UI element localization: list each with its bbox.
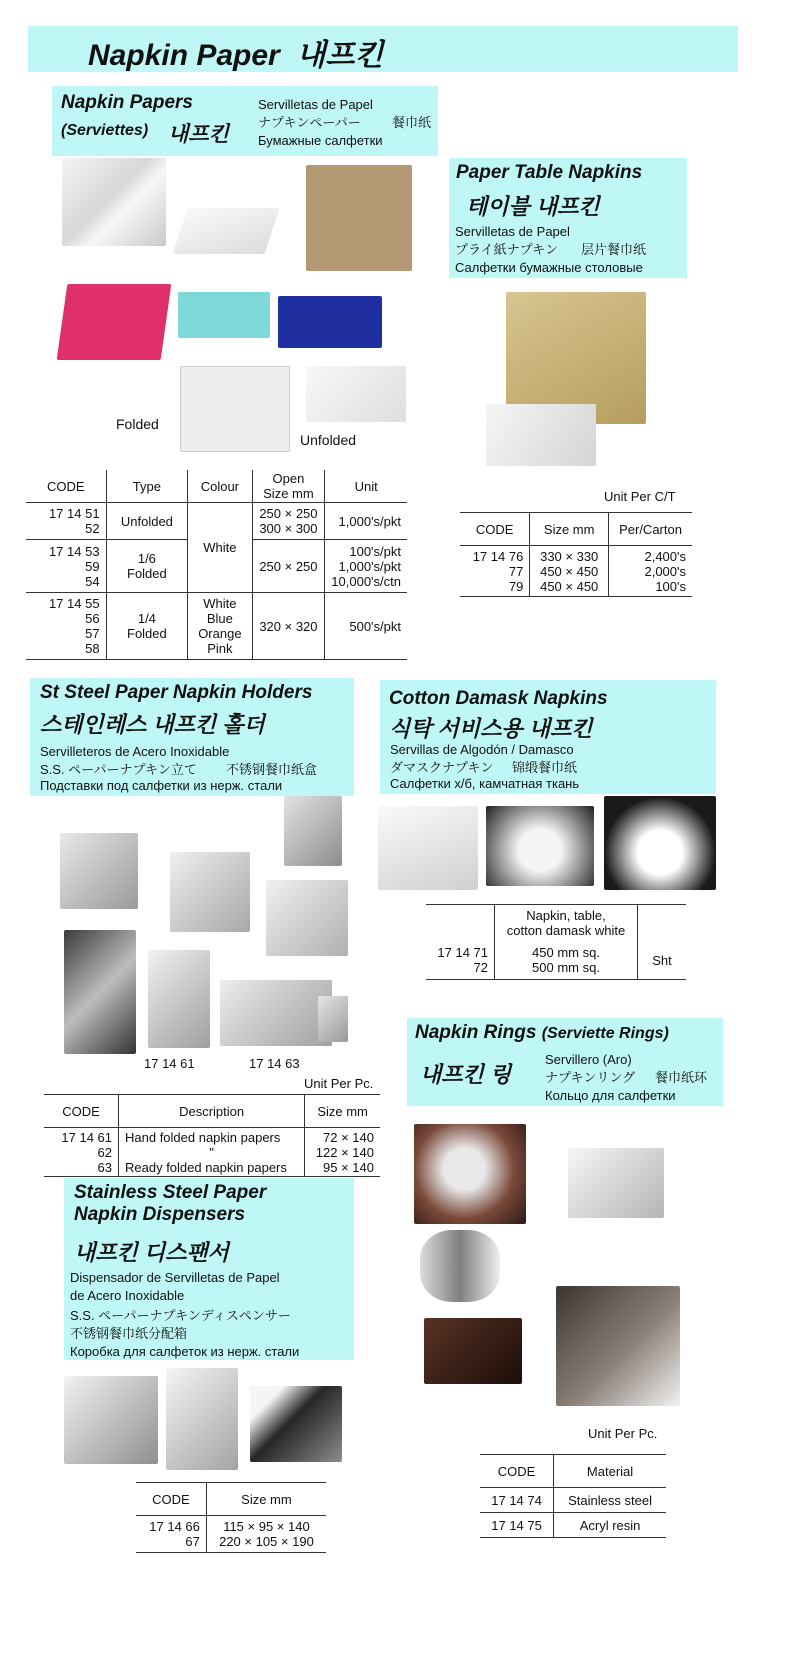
aqua-napkins-photo xyxy=(178,292,270,338)
rings-title-en2: (Serviette Rings) xyxy=(541,1025,669,1042)
table-cell: White xyxy=(188,503,252,593)
col-code: CODE xyxy=(47,478,85,494)
napkin-papers-jp: ナプキンペーパー xyxy=(258,115,361,130)
table-cell: 115 × 95 × 140 220 × 105 × 190 xyxy=(206,1516,326,1553)
holder-171463-photo xyxy=(220,980,332,1046)
rings-ru: Кольцо для салфетки xyxy=(545,1088,676,1103)
table-cell: Sht xyxy=(638,941,687,980)
dispensers-ru: Коробка для салфеток из нерж. стали xyxy=(70,1344,300,1359)
damask-es: Servillas de Algodón / Damasco xyxy=(390,742,574,757)
dispensers-jp: S.S. ペーパーナプキンディスペンサー xyxy=(70,1308,291,1323)
folded-napkin-photo xyxy=(180,366,290,452)
table-cell: 450 mm sq. 500 mm sq. xyxy=(495,941,638,980)
dispensers-es-2: de Acero Inoxidable xyxy=(70,1288,185,1303)
table-cell: 17 14 51 52 xyxy=(48,506,100,536)
table-napkins-table xyxy=(460,512,692,597)
table-cell: 330 × 330 450 × 450 450 × 450 xyxy=(530,546,609,597)
damask-table xyxy=(426,904,686,980)
holder-box-photo xyxy=(60,833,138,909)
dispensers-title-1: Stainless Steel Paper xyxy=(74,1182,267,1203)
unfolded-label: Unfolded xyxy=(300,432,357,448)
dispenser-black-photo xyxy=(250,1386,342,1462)
col-code: CODE xyxy=(152,1491,190,1507)
holder-171461-photo xyxy=(148,950,210,1048)
table-napkins-title-kr: 테이블 내프킨 xyxy=(466,194,600,219)
holder-small-photo xyxy=(318,996,348,1042)
table-cell xyxy=(638,905,687,942)
rings-cn: 餐巾纸环 xyxy=(655,1070,708,1085)
col-size: Size mm xyxy=(530,513,609,546)
page-title: Napkin Paper 내프킨 xyxy=(88,39,384,72)
table-cell: 320 × 320 xyxy=(252,593,325,660)
damask-stack-photo xyxy=(378,806,478,890)
damask-desc-header: Napkin, table, cotton damask white xyxy=(495,905,638,942)
napkin-pack-photo xyxy=(62,158,166,246)
table-cell: 500's/pkt xyxy=(325,593,407,660)
table-cell: White Blue Orange Pink xyxy=(188,593,252,660)
damask-fold-photo xyxy=(604,796,716,890)
table-cell: Acryl resin xyxy=(554,1513,666,1538)
holder-cutlery-photo xyxy=(266,880,348,956)
holders-es: Servilleteros de Acero Inoxidable xyxy=(40,744,230,759)
col-size: Size mm xyxy=(305,1095,380,1128)
dispenser-tall-photo xyxy=(166,1368,238,1470)
col-code: CODE xyxy=(497,1463,536,1479)
rings-table-photo xyxy=(414,1124,526,1224)
napkin-papers-title: Napkin Papers xyxy=(61,92,193,113)
holders-table xyxy=(44,1094,380,1177)
table-napkins-cn: 层片餐巾纸 xyxy=(581,242,647,257)
damask-ru: Салфетки х/б, камчатная ткань xyxy=(390,776,580,791)
damask-title-kr: 식탁 서비스용 내프킨 xyxy=(389,716,593,741)
table-cell: 17 14 55 56 57 58 xyxy=(48,596,100,656)
table-cell: 250 × 250 xyxy=(252,540,325,593)
napkin-papers-table xyxy=(26,470,407,660)
col-per-carton: Per/Carton xyxy=(609,513,692,546)
damask-title: Cotton Damask Napkins xyxy=(389,688,608,709)
holder-upright-photo xyxy=(284,796,342,866)
unfolded-napkin-photo xyxy=(306,366,406,422)
table-cell: 17 14 74 xyxy=(491,1492,542,1508)
holder-butterfly-photo xyxy=(64,930,136,1054)
table-napkins-unit-note: Unit Per C/T xyxy=(604,489,676,504)
ring-steel-photo xyxy=(420,1230,500,1302)
napkin-papers-es: Servilletas de Papel xyxy=(258,97,373,112)
folded-label: Folded xyxy=(116,416,159,432)
napkin-papers-cn: 餐巾纸 xyxy=(392,115,432,130)
kraft-napkin-photo xyxy=(306,165,412,271)
rings-unit-note: Unit Per Pc. xyxy=(588,1426,658,1441)
napkin-papers-ru: Бумажные салфетки xyxy=(258,133,383,148)
col-unit: Unit xyxy=(325,470,407,503)
col-code: CODE xyxy=(62,1103,100,1119)
col-size: Size mm xyxy=(206,1483,326,1516)
table-napkins-ru: Салфетки бумажные столовые xyxy=(455,260,643,275)
holders-title: St Steel Paper Napkin Holders xyxy=(40,682,313,703)
table-cell: 17 14 76 77 79 xyxy=(472,548,524,594)
white-napkins-photo xyxy=(173,208,280,254)
holder-with-napkins-photo xyxy=(170,852,250,932)
rings-es: Servillero (Aro) xyxy=(545,1052,632,1067)
navy-napkins-photo xyxy=(278,296,382,348)
holders-cn: 不锈钢餐巾纸盒 xyxy=(226,762,318,777)
ring-knot-photo xyxy=(556,1286,680,1406)
damask-jp: ダマスクナプキン xyxy=(390,760,494,775)
table-cell xyxy=(426,905,495,942)
table-napkins-title: Paper Table Napkins xyxy=(456,162,643,183)
col-colour: Colour xyxy=(188,470,252,503)
holders-title-kr: 스테인레스 내프킨 홀더 xyxy=(40,712,265,737)
table-cell: Unfolded xyxy=(106,503,188,540)
holders-ru: Подставки под салфетки из нерж. стали xyxy=(40,778,283,793)
dispensers-cn: 不锈钢餐巾纸分配箱 xyxy=(70,1326,188,1341)
dispensers-title-2: Napkin Dispensers xyxy=(74,1204,246,1225)
col-code: CODE xyxy=(475,521,514,537)
table-cell: 17 14 61 62 63 xyxy=(61,1129,112,1175)
ring-wood-photo xyxy=(424,1318,522,1384)
table-cell: 2,400's 2,000's 100's xyxy=(609,546,692,597)
rings-jp: ナプキンリング xyxy=(545,1070,636,1085)
table-cell: 72 × 140 122 × 140 95 × 140 xyxy=(305,1128,380,1177)
table-cell: 100's/pkt 1,000's/pkt 10,000's/ctn xyxy=(325,540,407,593)
table-cell: 17 14 53 59 54 xyxy=(48,543,100,589)
rings-title-kr: 내프킨 링 xyxy=(420,1062,512,1087)
dispensers-table xyxy=(136,1482,326,1553)
table-cell: Hand folded napkin papers " Ready folded napkin papers xyxy=(119,1128,305,1177)
col-material: Material xyxy=(554,1455,666,1488)
napkin-papers-title-kr: 내프킨 xyxy=(168,123,229,146)
dispensers-es-1: Dispensador de Servilletas de Papel xyxy=(70,1270,280,1285)
table-cell: 1/6 Folded xyxy=(106,540,188,593)
table-cell: 1,000's/pkt xyxy=(325,503,407,540)
table-napkins-es: Servilletas de Papel xyxy=(455,224,570,239)
napkin-papers-subtitle: (Serviettes) xyxy=(61,122,149,139)
table-cell: 250 × 250 300 × 300 xyxy=(252,503,325,540)
table-cell: 1/4 Folded xyxy=(106,593,188,660)
ring-steel-napkin-photo xyxy=(568,1148,664,1218)
table-cell: 17 14 75 xyxy=(491,1517,542,1533)
pink-napkins-photo xyxy=(57,284,172,360)
table-napkins-jp: プライ紙ナプキン xyxy=(455,242,558,257)
damask-cn: 锦缎餐巾纸 xyxy=(512,760,578,775)
damask-plate-photo xyxy=(486,806,594,886)
rings-title-en: Napkin Rings xyxy=(415,1022,537,1043)
rings-table xyxy=(480,1454,666,1538)
holder-label-171463: 17 14 63 xyxy=(249,1056,300,1071)
holder-label-171461: 17 14 61 xyxy=(144,1056,195,1071)
holders-unit-note: Unit Per Pc. xyxy=(304,1076,374,1091)
table-cell: 17 14 71 72 xyxy=(437,945,488,975)
rings-title xyxy=(415,1022,669,1044)
col-open-size: Open Size mm xyxy=(252,470,325,503)
holders-jp: S.S. ペーパーナプキン立て xyxy=(40,762,197,777)
col-type: Type xyxy=(106,470,188,503)
table-cell: 17 14 66 67 xyxy=(149,1519,200,1549)
table-cell: Stainless steel xyxy=(554,1488,666,1513)
dispensers-title-kr: 내프킨 디스팬서 xyxy=(74,1240,229,1265)
loose-napkins-photo xyxy=(486,404,596,466)
col-description: Description xyxy=(119,1095,305,1128)
dispenser-wide-photo xyxy=(64,1376,158,1464)
